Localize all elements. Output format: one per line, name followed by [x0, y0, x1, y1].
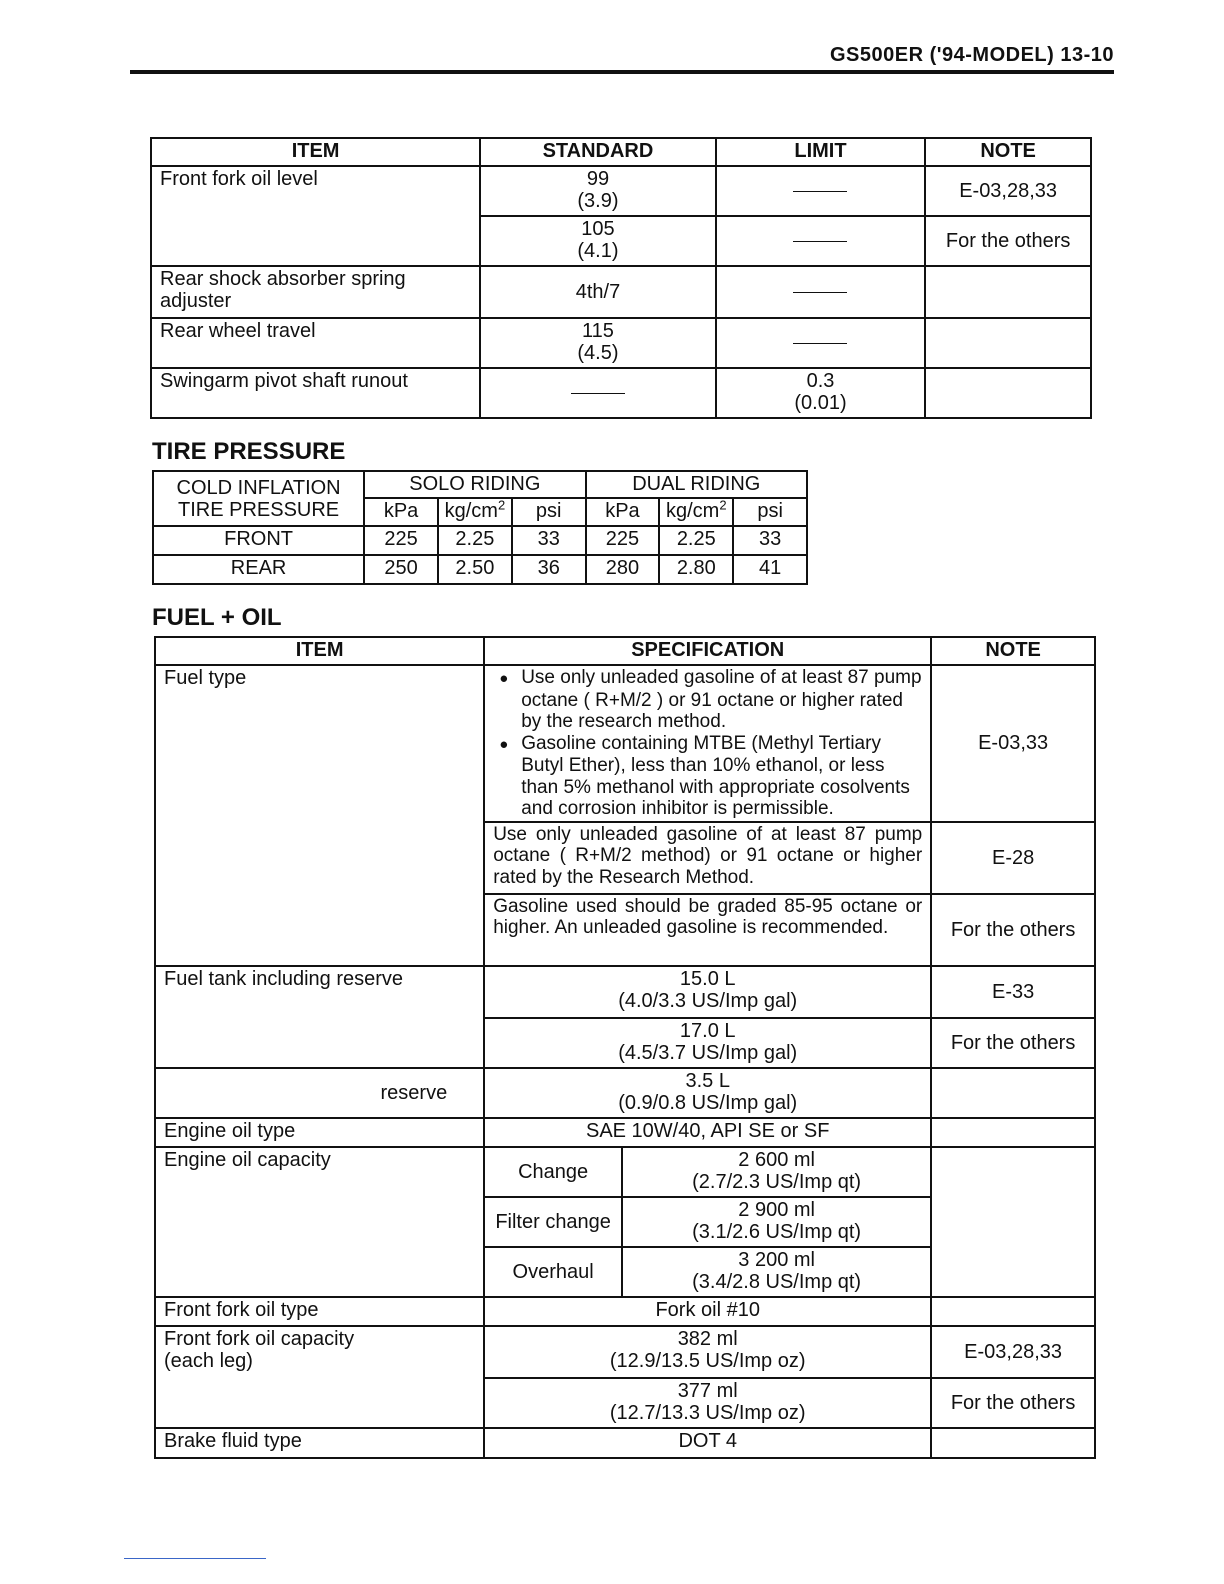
spec-cell: DOT 4 [484, 1428, 931, 1458]
spec-cell: 3.5 L (0.9/0.8 US/Imp gal) [484, 1068, 931, 1118]
value-cell: 41 [733, 555, 807, 584]
unit-kpa: kPa [586, 498, 660, 526]
value-cell: 225 [364, 526, 438, 555]
note-cell [925, 368, 1091, 418]
spec-cell: SAE 10W/40, API SE or SF [484, 1118, 931, 1147]
unit-kgcm2: $kg/cm^2$ [438, 498, 512, 526]
footer-line [124, 1558, 266, 1559]
item-cell: Engine oil capacity [155, 1147, 484, 1297]
item-cell: Rear shock absorber spring adjuster [151, 266, 480, 318]
value-cell: 33 [733, 526, 807, 555]
fuel-oil-title: FUEL + OIL [152, 604, 282, 631]
col-item: ITEM [151, 138, 480, 166]
spec-cell: 2 900 ml (3.1/2.6 US/Imp qt) [622, 1197, 931, 1247]
note-cell: For the others [925, 216, 1091, 266]
item-cell: Swingarm pivot shaft runout [151, 368, 480, 418]
limit-cell [716, 318, 925, 368]
reserve-label: reserve [155, 1068, 484, 1118]
value-cell: 250 [364, 555, 438, 584]
note-cell: E-03,28,33 [925, 166, 1091, 216]
bullet-item: ● Use only unleaded gasoline of at least 87 pump octane ( R+M/2 ) or 91 octane or higher rated by the research method. [499, 667, 922, 733]
col-limit: LIMIT [716, 138, 925, 166]
note-cell [925, 266, 1091, 318]
note-cell [925, 318, 1091, 368]
suspension-table [150, 137, 1092, 419]
value-cell: 225 [586, 526, 660, 555]
note-cell [931, 1147, 1095, 1297]
unit-kpa: kPa [364, 498, 438, 526]
note-cell [931, 1068, 1095, 1118]
spec-cell: 3 200 ml (3.4/2.8 US/Imp qt) [622, 1247, 931, 1297]
value-cell: 33 [512, 526, 586, 555]
table-row [153, 555, 807, 584]
limit-cell [716, 216, 925, 266]
note-cell: For the others [931, 894, 1095, 966]
standard-cell: 99 (3.9) [480, 166, 716, 216]
tire-pressure-table [152, 470, 808, 585]
unit-kgcm2: $kg/cm^2$ [659, 498, 733, 526]
note-cell: E-03,28,33 [931, 1326, 1095, 1378]
item-cell: Engine oil type [155, 1118, 484, 1147]
spec-cell: 17.0 L (4.5/3.7 US/Imp gal) [484, 1018, 931, 1068]
tire-pressure-title: TIRE PRESSURE [152, 438, 346, 465]
solo-riding-header: SOLO RIDING [364, 471, 585, 498]
sub-label-cell: Change [484, 1147, 622, 1197]
spec-cell: 382 ml (12.9/13.5 US/Imp oz) [484, 1326, 931, 1378]
standard-cell: 115 (4.5) [480, 318, 716, 368]
standard-cell [480, 368, 716, 418]
dual-riding-header: DUAL RIDING [586, 471, 807, 498]
note-cell [931, 1118, 1095, 1147]
note-cell [931, 1297, 1095, 1326]
limit-cell: 0.3 (0.01) [716, 368, 925, 418]
item-cell: Fuel type [155, 665, 484, 966]
col-item: ITEM [155, 637, 484, 665]
table-row [153, 526, 807, 555]
unit-psi: psi [512, 498, 586, 526]
note-cell [931, 1428, 1095, 1458]
sub-label-cell: Filter change [484, 1197, 622, 1247]
standard-cell: 105 (4.1) [480, 216, 716, 266]
value-cell: 2.50 [438, 555, 512, 584]
note-cell: For the others [931, 1018, 1095, 1068]
item-cell: Front fork oil capacity (each leg) [155, 1326, 484, 1428]
note-cell: E-03,33 [931, 665, 1095, 822]
tire-corner-header: COLD INFLATION TIRE PRESSURE [153, 471, 364, 526]
bullet-item: ● Gasoline containing MTBE (Methyl Tertiary Butyl Ether), less than 10% ethanol, or less than 5% methanol with appropriate cosolvents and corrosion inhibitor is permissible. [499, 733, 922, 820]
limit-cell [716, 166, 925, 216]
sub-label-cell: Overhaul [484, 1247, 622, 1297]
note-cell: E-33 [931, 966, 1095, 1018]
col-note: NOTE [925, 138, 1091, 166]
item-cell: Rear wheel travel [151, 318, 480, 368]
fuel-oil-table [154, 636, 1096, 1459]
tire-label: REAR [153, 555, 364, 584]
value-cell: 2.80 [659, 555, 733, 584]
header-rule [130, 70, 1114, 74]
standard-cell: 4th/7 [480, 266, 716, 318]
col-note: NOTE [931, 637, 1095, 665]
spec-cell: 377 ml (12.7/13.3 US/Imp oz) [484, 1378, 931, 1428]
spec-cell: 2 600 ml (2.7/2.3 US/Imp qt) [622, 1147, 931, 1197]
item-cell: Brake fluid type [155, 1428, 484, 1458]
note-cell: For the others [931, 1378, 1095, 1428]
value-cell: 280 [586, 555, 660, 584]
col-standard: STANDARD [480, 138, 716, 166]
note-cell: E-28 [931, 822, 1095, 894]
item-cell: Front fork oil level [151, 166, 480, 266]
spec-cell: Use only unleaded gasoline of at least 87 pump octane ( R+M/2 method) or 91 octane or higher rated by the Research Method. [484, 822, 931, 894]
value-cell: 2.25 [438, 526, 512, 555]
tire-label: FRONT [153, 526, 364, 555]
page-header: GS500ER ('94-MODEL) 13-10 [829, 44, 1114, 66]
limit-cell [716, 266, 925, 318]
value-cell: 36 [512, 555, 586, 584]
spec-cell: Gasoline used should be graded 85-95 octane or higher. An unleaded gasoline is recommended. [484, 894, 931, 966]
spec-cell: Fork oil #10 [484, 1297, 931, 1326]
spec-cell: 15.0 L (4.0/3.3 US/Imp gal) [484, 966, 931, 1018]
spec-cell [484, 665, 931, 822]
item-cell: Front fork oil type [155, 1297, 484, 1326]
item-cell: Fuel tank including reserve [155, 966, 484, 1068]
col-specification: SPECIFICATION [484, 637, 931, 665]
value-cell: 2.25 [659, 526, 733, 555]
unit-psi: psi [733, 498, 807, 526]
